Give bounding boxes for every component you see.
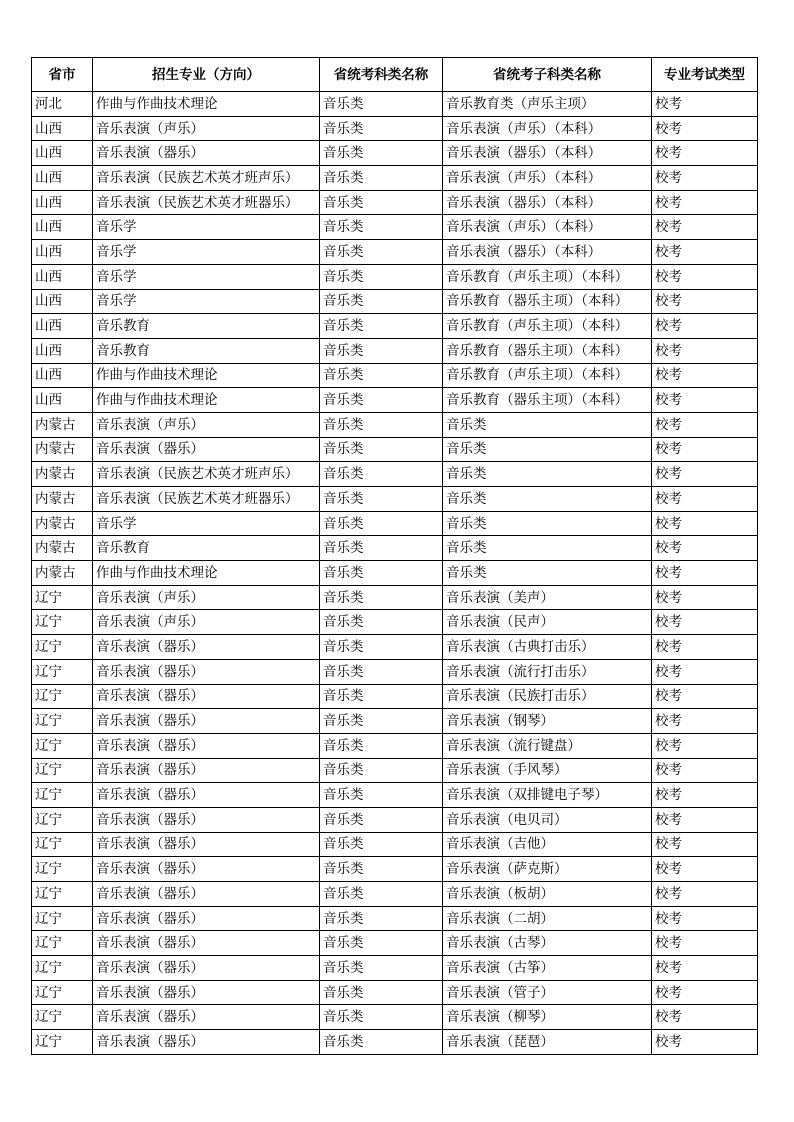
header-exam-type: 专业考试类型 (652, 58, 758, 92)
table-row (32, 240, 758, 265)
cell-major: 音乐表演（器乐） (93, 906, 320, 931)
table-row (32, 511, 758, 536)
cell-province: 辽宁 (32, 882, 93, 907)
cell-exam-subcategory: 音乐类 (443, 561, 652, 586)
cell-exam-type: 校考 (652, 709, 758, 734)
table-row (32, 684, 758, 709)
cell-exam-type: 校考 (652, 832, 758, 857)
cell-province: 辽宁 (32, 906, 93, 931)
cell-exam-type: 校考 (652, 314, 758, 339)
cell-province: 山西 (32, 190, 93, 215)
cell-province: 内蒙古 (32, 462, 93, 487)
table-row (32, 980, 758, 1005)
table-row (32, 166, 758, 191)
cell-province: 辽宁 (32, 758, 93, 783)
cell-major: 作曲与作曲技术理论 (93, 363, 320, 388)
cell-exam-subcategory: 音乐教育（器乐主项）（本科） (443, 388, 652, 413)
cell-exam-category: 音乐类 (320, 882, 443, 907)
table-row (32, 610, 758, 635)
cell-major: 音乐表演（器乐） (93, 659, 320, 684)
table-row (32, 1005, 758, 1030)
cell-province: 辽宁 (32, 783, 93, 808)
table-row (32, 141, 758, 166)
cell-province: 山西 (32, 363, 93, 388)
table-row (32, 190, 758, 215)
cell-exam-subcategory: 音乐表演（器乐）（本科） (443, 240, 652, 265)
cell-province: 山西 (32, 141, 93, 166)
cell-exam-category: 音乐类 (320, 610, 443, 635)
cell-major: 音乐表演（器乐） (93, 635, 320, 660)
cell-exam-type: 校考 (652, 561, 758, 586)
cell-major: 音乐表演（声乐） (93, 610, 320, 635)
cell-exam-subcategory: 音乐表演（柳琴） (443, 1005, 652, 1030)
cell-exam-type: 校考 (652, 882, 758, 907)
table-row (32, 807, 758, 832)
cell-exam-subcategory: 音乐表演（萨克斯） (443, 857, 652, 882)
cell-exam-type: 校考 (652, 190, 758, 215)
cell-major: 音乐表演（器乐） (93, 709, 320, 734)
cell-exam-subcategory: 音乐表演（器乐）（本科） (443, 141, 652, 166)
cell-exam-type: 校考 (652, 733, 758, 758)
cell-exam-type: 校考 (652, 980, 758, 1005)
cell-exam-type: 校考 (652, 659, 758, 684)
cell-exam-subcategory: 音乐类 (443, 511, 652, 536)
table-row (32, 215, 758, 240)
cell-major: 音乐表演（民族艺术英才班声乐） (93, 462, 320, 487)
cell-exam-subcategory: 音乐表演（美声） (443, 585, 652, 610)
cell-major: 音乐表演（器乐） (93, 980, 320, 1005)
cell-major: 音乐学 (93, 289, 320, 314)
cell-exam-subcategory: 音乐表演（二胡） (443, 906, 652, 931)
cell-exam-subcategory: 音乐表演（钢琴） (443, 709, 652, 734)
cell-major: 音乐表演（器乐） (93, 882, 320, 907)
cell-exam-type: 校考 (652, 511, 758, 536)
cell-exam-subcategory: 音乐教育（声乐主项）（本科） (443, 363, 652, 388)
cell-province: 山西 (32, 215, 93, 240)
cell-exam-subcategory: 音乐教育（器乐主项）（本科） (443, 338, 652, 363)
cell-major: 音乐表演（器乐） (93, 437, 320, 462)
header-exam-category: 省统考科类名称 (320, 58, 443, 92)
cell-exam-category: 音乐类 (320, 980, 443, 1005)
cell-exam-subcategory: 音乐表演（流行打击乐） (443, 659, 652, 684)
cell-exam-subcategory: 音乐表演（双排键电子琴） (443, 783, 652, 808)
cell-exam-subcategory: 音乐表演（古筝） (443, 956, 652, 981)
cell-exam-category: 音乐类 (320, 215, 443, 240)
cell-exam-subcategory: 音乐表演（板胡） (443, 882, 652, 907)
table-row (32, 882, 758, 907)
table-row (32, 635, 758, 660)
cell-exam-category: 音乐类 (320, 635, 443, 660)
table-row (32, 264, 758, 289)
cell-exam-category: 音乐类 (320, 585, 443, 610)
cell-major: 音乐教育 (93, 536, 320, 561)
cell-exam-subcategory: 音乐表演（流行键盘） (443, 733, 652, 758)
cell-exam-category: 音乐类 (320, 561, 443, 586)
cell-major: 音乐表演（民族艺术英才班器乐） (93, 487, 320, 512)
cell-province: 山西 (32, 116, 93, 141)
header-exam-subcategory: 省统考子科类名称 (443, 58, 652, 92)
table-row (32, 388, 758, 413)
cell-exam-subcategory: 音乐表演（吉他） (443, 832, 652, 857)
cell-province: 辽宁 (32, 807, 93, 832)
cell-province: 辽宁 (32, 1005, 93, 1030)
cell-province: 辽宁 (32, 980, 93, 1005)
header-major: 招生专业（方向） (93, 58, 320, 92)
table-row (32, 758, 758, 783)
cell-major: 音乐表演（器乐） (93, 1005, 320, 1030)
cell-major: 音乐表演（器乐） (93, 684, 320, 709)
cell-province: 辽宁 (32, 684, 93, 709)
cell-exam-type: 校考 (652, 166, 758, 191)
cell-major: 作曲与作曲技术理论 (93, 92, 320, 117)
cell-exam-type: 校考 (652, 388, 758, 413)
cell-province: 内蒙古 (32, 412, 93, 437)
cell-exam-type: 校考 (652, 610, 758, 635)
table-row (32, 462, 758, 487)
table-row (32, 585, 758, 610)
cell-major: 音乐表演（器乐） (93, 931, 320, 956)
cell-exam-category: 音乐类 (320, 511, 443, 536)
cell-major: 音乐表演（声乐） (93, 412, 320, 437)
cell-province: 山西 (32, 166, 93, 191)
cell-exam-type: 校考 (652, 92, 758, 117)
cell-exam-category: 音乐类 (320, 536, 443, 561)
cell-exam-category: 音乐类 (320, 684, 443, 709)
cell-exam-category: 音乐类 (320, 437, 443, 462)
cell-exam-subcategory: 音乐表演（手风琴） (443, 758, 652, 783)
cell-exam-category: 音乐类 (320, 659, 443, 684)
cell-province: 内蒙古 (32, 487, 93, 512)
cell-exam-type: 校考 (652, 585, 758, 610)
cell-exam-type: 校考 (652, 807, 758, 832)
cell-exam-type: 校考 (652, 363, 758, 388)
table-row (32, 783, 758, 808)
cell-exam-category: 音乐类 (320, 956, 443, 981)
table-row (32, 92, 758, 117)
table-row (32, 561, 758, 586)
cell-province: 内蒙古 (32, 561, 93, 586)
cell-major: 音乐表演（器乐） (93, 783, 320, 808)
cell-exam-subcategory: 音乐表演（古琴） (443, 931, 652, 956)
admissions-table-container (31, 57, 757, 1055)
table-row (32, 338, 758, 363)
cell-province: 内蒙古 (32, 437, 93, 462)
cell-province: 辽宁 (32, 635, 93, 660)
cell-exam-subcategory: 音乐表演（古典打击乐） (443, 635, 652, 660)
cell-major: 音乐表演（器乐） (93, 733, 320, 758)
cell-exam-type: 校考 (652, 857, 758, 882)
cell-exam-type: 校考 (652, 1030, 758, 1055)
cell-exam-subcategory: 音乐类 (443, 536, 652, 561)
cell-exam-category: 音乐类 (320, 264, 443, 289)
cell-exam-category: 音乐类 (320, 758, 443, 783)
cell-province: 山西 (32, 240, 93, 265)
cell-major: 音乐表演（民族艺术英才班器乐） (93, 190, 320, 215)
cell-major: 音乐表演（器乐） (93, 807, 320, 832)
cell-exam-type: 校考 (652, 956, 758, 981)
header-row (32, 58, 758, 92)
cell-major: 音乐表演（器乐） (93, 1030, 320, 1055)
cell-province: 河北 (32, 92, 93, 117)
cell-major: 作曲与作曲技术理论 (93, 561, 320, 586)
cell-exam-type: 校考 (652, 536, 758, 561)
cell-major: 音乐表演（器乐） (93, 758, 320, 783)
cell-major: 音乐表演（声乐） (93, 585, 320, 610)
cell-exam-category: 音乐类 (320, 363, 443, 388)
cell-province: 辽宁 (32, 832, 93, 857)
cell-major: 音乐表演（民族艺术英才班声乐） (93, 166, 320, 191)
cell-exam-subcategory: 音乐表演（声乐）（本科） (443, 215, 652, 240)
cell-exam-category: 音乐类 (320, 92, 443, 117)
cell-exam-subcategory: 音乐表演（电贝司） (443, 807, 652, 832)
cell-province: 山西 (32, 388, 93, 413)
table-row (32, 412, 758, 437)
cell-province: 内蒙古 (32, 511, 93, 536)
cell-exam-subcategory: 音乐教育（器乐主项）（本科） (443, 289, 652, 314)
cell-exam-type: 校考 (652, 783, 758, 808)
cell-province: 辽宁 (32, 610, 93, 635)
cell-major: 音乐学 (93, 511, 320, 536)
cell-exam-type: 校考 (652, 758, 758, 783)
cell-exam-subcategory: 音乐表演（民族打击乐） (443, 684, 652, 709)
cell-exam-category: 音乐类 (320, 807, 443, 832)
cell-exam-category: 音乐类 (320, 338, 443, 363)
cell-exam-subcategory: 音乐表演（管子） (443, 980, 652, 1005)
table-row (32, 487, 758, 512)
cell-exam-type: 校考 (652, 116, 758, 141)
cell-exam-subcategory: 音乐表演（声乐）（本科） (443, 166, 652, 191)
cell-major: 音乐表演（器乐） (93, 832, 320, 857)
cell-exam-category: 音乐类 (320, 166, 443, 191)
header-province: 省市 (32, 58, 93, 92)
cell-exam-category: 音乐类 (320, 857, 443, 882)
cell-exam-category: 音乐类 (320, 931, 443, 956)
table-row (32, 536, 758, 561)
cell-exam-type: 校考 (652, 635, 758, 660)
cell-exam-category: 音乐类 (320, 832, 443, 857)
cell-major: 作曲与作曲技术理论 (93, 388, 320, 413)
table-row (32, 709, 758, 734)
cell-exam-subcategory: 音乐类 (443, 437, 652, 462)
table-row (32, 437, 758, 462)
table-row (32, 956, 758, 981)
cell-exam-type: 校考 (652, 1005, 758, 1030)
cell-exam-category: 音乐类 (320, 141, 443, 166)
cell-exam-category: 音乐类 (320, 388, 443, 413)
table-row (32, 1030, 758, 1055)
cell-exam-subcategory: 音乐教育类（声乐主项） (443, 92, 652, 117)
cell-exam-type: 校考 (652, 338, 758, 363)
cell-major: 音乐教育 (93, 314, 320, 339)
admissions-table (31, 57, 758, 1055)
cell-exam-category: 音乐类 (320, 733, 443, 758)
cell-exam-type: 校考 (652, 264, 758, 289)
cell-exam-type: 校考 (652, 906, 758, 931)
table-body (32, 92, 758, 1055)
cell-exam-category: 音乐类 (320, 783, 443, 808)
table-row (32, 289, 758, 314)
cell-exam-subcategory: 音乐教育（声乐主项）（本科） (443, 314, 652, 339)
table-row (32, 659, 758, 684)
cell-exam-type: 校考 (652, 931, 758, 956)
cell-exam-subcategory: 音乐教育（声乐主项）（本科） (443, 264, 652, 289)
table-row (32, 116, 758, 141)
cell-exam-category: 音乐类 (320, 314, 443, 339)
cell-exam-type: 校考 (652, 240, 758, 265)
cell-exam-type: 校考 (652, 289, 758, 314)
cell-exam-type: 校考 (652, 462, 758, 487)
cell-exam-type: 校考 (652, 684, 758, 709)
cell-exam-category: 音乐类 (320, 487, 443, 512)
cell-exam-subcategory: 音乐类 (443, 412, 652, 437)
table-row (32, 733, 758, 758)
table-header (32, 58, 758, 92)
cell-exam-category: 音乐类 (320, 1030, 443, 1055)
cell-province: 辽宁 (32, 733, 93, 758)
cell-exam-subcategory: 音乐表演（民声） (443, 610, 652, 635)
cell-province: 山西 (32, 338, 93, 363)
cell-exam-type: 校考 (652, 437, 758, 462)
cell-major: 音乐表演（器乐） (93, 857, 320, 882)
table-row (32, 314, 758, 339)
cell-exam-category: 音乐类 (320, 190, 443, 215)
cell-exam-type: 校考 (652, 487, 758, 512)
cell-province: 辽宁 (32, 956, 93, 981)
cell-province: 辽宁 (32, 585, 93, 610)
cell-major: 音乐教育 (93, 338, 320, 363)
cell-province: 辽宁 (32, 709, 93, 734)
cell-province: 内蒙古 (32, 536, 93, 561)
cell-exam-category: 音乐类 (320, 289, 443, 314)
cell-exam-category: 音乐类 (320, 240, 443, 265)
cell-province: 辽宁 (32, 1030, 93, 1055)
table-row (32, 363, 758, 388)
cell-exam-type: 校考 (652, 412, 758, 437)
cell-exam-subcategory: 音乐类 (443, 487, 652, 512)
cell-exam-category: 音乐类 (320, 1005, 443, 1030)
cell-major: 音乐表演（器乐） (93, 141, 320, 166)
cell-province: 辽宁 (32, 857, 93, 882)
cell-major: 音乐表演（器乐） (93, 956, 320, 981)
cell-exam-subcategory: 音乐表演（琵琶） (443, 1030, 652, 1055)
cell-province: 山西 (32, 289, 93, 314)
cell-exam-type: 校考 (652, 141, 758, 166)
table-row (32, 832, 758, 857)
cell-exam-category: 音乐类 (320, 116, 443, 141)
table-row (32, 906, 758, 931)
cell-exam-category: 音乐类 (320, 709, 443, 734)
table-row (32, 931, 758, 956)
cell-major: 音乐学 (93, 264, 320, 289)
cell-exam-subcategory: 音乐表演（器乐）（本科） (443, 190, 652, 215)
cell-major: 音乐学 (93, 215, 320, 240)
cell-province: 辽宁 (32, 931, 93, 956)
cell-province: 山西 (32, 314, 93, 339)
cell-province: 山西 (32, 264, 93, 289)
cell-exam-category: 音乐类 (320, 462, 443, 487)
cell-province: 辽宁 (32, 659, 93, 684)
cell-major: 音乐表演（声乐） (93, 116, 320, 141)
cell-exam-category: 音乐类 (320, 906, 443, 931)
cell-exam-type: 校考 (652, 215, 758, 240)
cell-exam-category: 音乐类 (320, 412, 443, 437)
cell-exam-subcategory: 音乐类 (443, 462, 652, 487)
table-row (32, 857, 758, 882)
cell-major: 音乐学 (93, 240, 320, 265)
cell-exam-subcategory: 音乐表演（声乐）（本科） (443, 116, 652, 141)
